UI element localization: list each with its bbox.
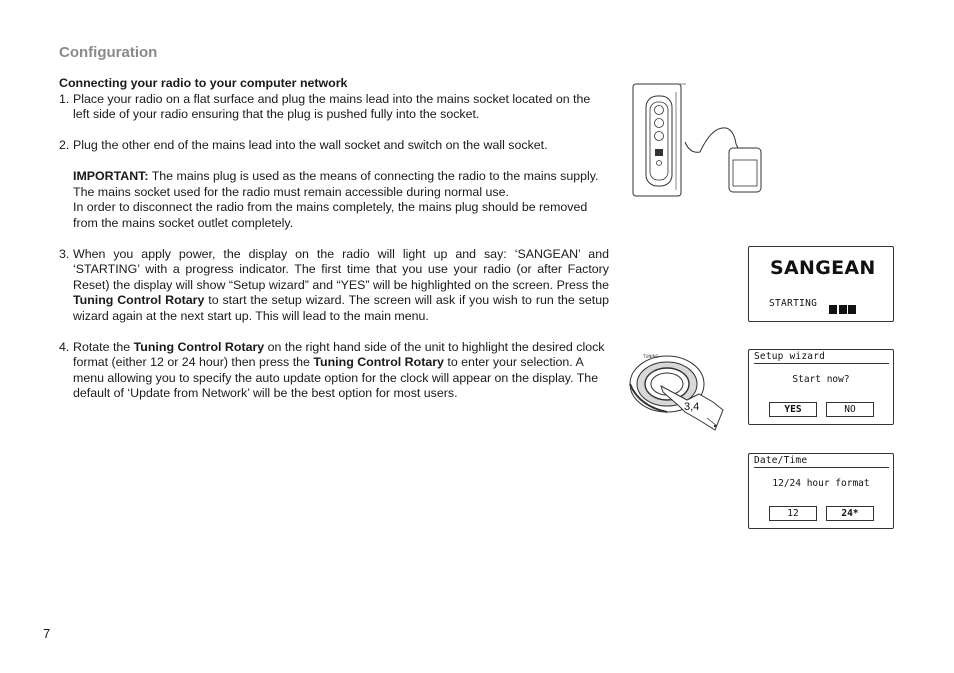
step-text: Place your radio on a flat surface and plug the mains lead into the mains socket located on the left side of your radio ensuring that the plug is pushed fully into the socket. — [73, 91, 591, 121]
screen-prompt: Start now? — [792, 374, 850, 385]
lcd-setup-wizard — [748, 349, 894, 425]
lcd-date-time — [748, 453, 894, 529]
step-number: 2. — [59, 138, 70, 152]
step-text: Plug the other end of the mains lead into the wall socket and switch on the wall socket. — [73, 138, 548, 152]
yes-option: YES — [769, 402, 817, 417]
tuning-control-rotary-illustration — [627, 344, 732, 434]
important-label: IMPORTANT: — [73, 169, 149, 183]
step-2 — [59, 138, 609, 231]
important-note — [73, 169, 609, 200]
no-option: NO — [826, 402, 874, 417]
step-number: 1. — [59, 91, 70, 106]
step-text-b: on the right hand side of the unit to highlight the desired clock format (either 12 or 24 hour) then press the — [73, 339, 605, 369]
step-bold-a: Tuning Control Rotary — [133, 339, 265, 354]
step-bold-b: Tuning Control Rotary — [313, 355, 444, 369]
page-number: 7 — [43, 626, 51, 641]
step-3 — [59, 247, 609, 325]
option-24-hour: 24* — [826, 506, 874, 521]
step-text-a: When you apply power, the display on the radio will light up and say: ‘SANGEAN’ and ‘STARTING’ with a progress indicator. The first time that you use your radio (or after Factory Reset) the display will show “Setup wizard” and “YES” will be highlighted on the screen. Press the — [73, 246, 609, 292]
option-12-hour: 12 — [769, 506, 817, 521]
lcd-boot-screen — [748, 246, 894, 322]
step-number: 4. — [59, 339, 70, 354]
starting-text: STARTING — [769, 298, 818, 309]
step-1 — [59, 92, 609, 123]
progress-indicator — [829, 299, 858, 318]
step-text-a: Rotate the — [73, 339, 131, 354]
knob-engraving: TUNING — [643, 354, 659, 359]
subheading: Connecting your radio to your computer network — [59, 76, 348, 90]
disconnect-note: In order to disconnect the radio from the mains completely, the mains plug should be removed from the mains socket outlet completely. — [73, 200, 588, 230]
instructions — [59, 76, 609, 402]
step-text-b: to start the setup wizard. The screen will ask if you wish to run the setup wizard again at the next start up. This will lead to the main menu. — [73, 293, 609, 323]
screen-prompt: 12/24 hour format — [772, 478, 870, 489]
radio-mains-illustration — [630, 82, 770, 200]
brand-text: SANGEAN — [770, 257, 876, 279]
step-bold-a: Tuning Control Rotary — [73, 293, 205, 307]
step-number: 3. — [59, 246, 70, 261]
important-text: The mains plug is used as the means of connecting the radio to the mains supply. The mains socket used for the radio must remain accessible during normal use. — [73, 169, 599, 199]
step-text-c: to enter your selection. A menu allowing you to specify the auto update option for the clock will appear on the display. The default of ‘Update from Network’ will be the best option for most users. — [73, 355, 599, 400]
section-heading: Configuration — [59, 44, 158, 61]
screen-title: Date/Time — [754, 455, 889, 468]
step-4 — [59, 340, 609, 402]
knob-step-label: 3,4 — [684, 401, 700, 413]
screen-title: Setup wizard — [754, 351, 889, 364]
step-text — [73, 340, 609, 402]
step-text — [73, 247, 609, 325]
